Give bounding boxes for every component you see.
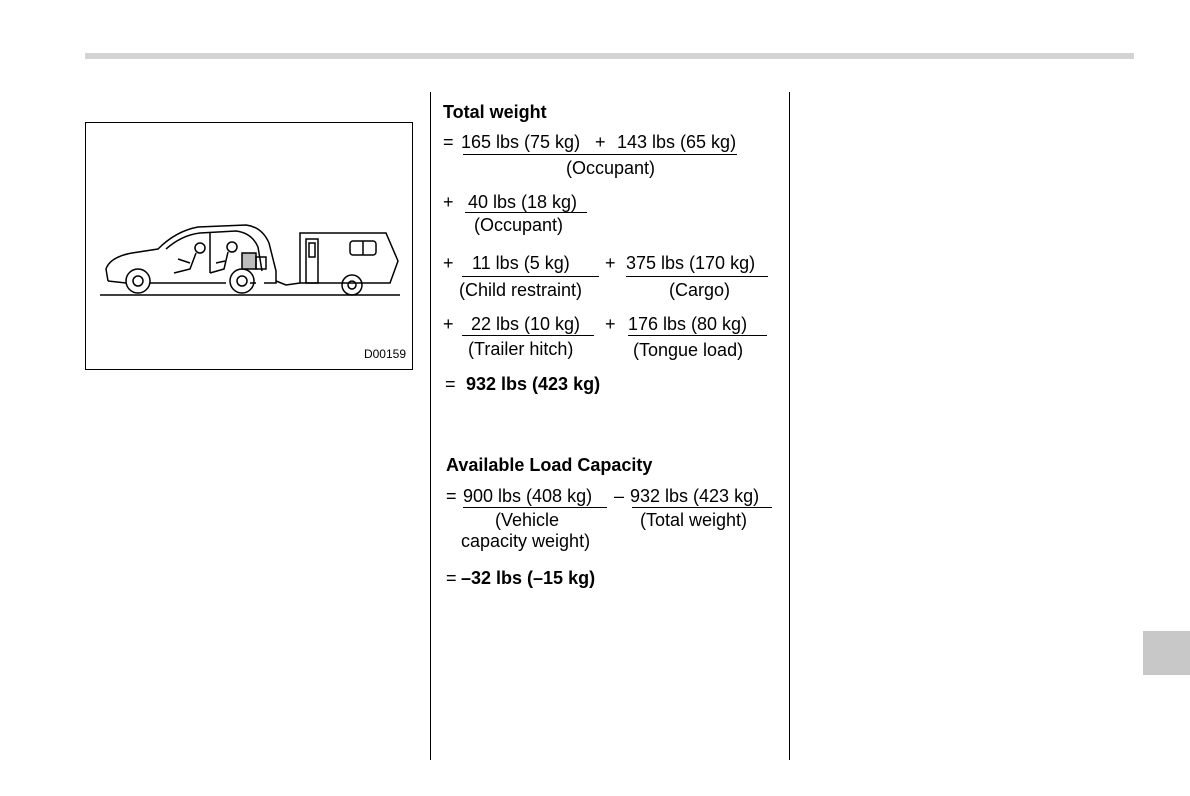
plus-sign: +	[443, 314, 454, 334]
total-weight-label: (Total weight)	[640, 510, 748, 530]
chapter-tab	[1143, 631, 1190, 675]
total-weight-value: 932 lbs (423 kg)	[630, 486, 760, 506]
capacity-heading: Available Load Capacity	[446, 455, 653, 475]
child-restraint-label: (Child restraint)	[459, 280, 583, 300]
equals-sign: =	[443, 132, 454, 152]
plus-sign: +	[443, 192, 454, 212]
fraction-line	[628, 335, 767, 336]
equals-sign: =	[446, 568, 457, 588]
fraction-line	[465, 212, 587, 213]
fraction-line	[463, 154, 737, 155]
vehicle-capacity-weight: 900 lbs (408 kg)	[463, 486, 593, 506]
occupant-label: (Occupant)	[474, 215, 564, 235]
capacity-weight-label: capacity weight)	[461, 531, 591, 551]
fraction-line	[632, 507, 772, 508]
equals-sign: =	[445, 374, 456, 394]
plus-sign: +	[443, 253, 454, 273]
available-capacity-result: –32 lbs (–15 kg)	[461, 568, 596, 588]
vehicle-label: (Vehicle	[495, 510, 560, 530]
tongue-load-label: (Tongue load)	[633, 340, 744, 360]
fraction-line	[462, 335, 594, 336]
fraction-line	[626, 276, 768, 277]
occupant-2-weight: 143 lbs (65 kg)	[617, 132, 737, 152]
tongue-load-weight: 176 lbs (80 kg)	[628, 314, 748, 334]
fraction-line	[463, 507, 607, 508]
plus-sign: +	[595, 132, 606, 152]
cargo-weight: 375 lbs (170 kg)	[626, 253, 756, 273]
equals-sign: =	[446, 486, 457, 506]
column-divider-left	[430, 92, 431, 760]
cargo-label: (Cargo)	[669, 280, 731, 300]
plus-sign: +	[605, 314, 616, 334]
total-weight-heading: Total weight	[443, 102, 547, 122]
minus-sign: –	[614, 486, 625, 506]
trailer-hitch-label: (Trailer hitch)	[468, 339, 574, 359]
header-rule	[85, 53, 1134, 59]
figure-code: D00159	[363, 347, 406, 361]
trailer-hitch-weight: 22 lbs (10 kg)	[471, 314, 581, 334]
total-weight-result: 932 lbs (423 kg)	[466, 374, 601, 394]
occupant-1-weight: 165 lbs (75 kg)	[461, 132, 581, 152]
occupant-label: (Occupant)	[566, 158, 656, 178]
child-restraint-weight: 11 lbs (5 kg)	[472, 253, 570, 273]
towing-illustration	[85, 122, 413, 370]
occupant-3-weight: 40 lbs (18 kg)	[468, 192, 578, 212]
car-trailer-drawing	[86, 123, 414, 371]
column-divider-right	[789, 92, 790, 760]
plus-sign: +	[605, 253, 616, 273]
fraction-line	[462, 276, 599, 277]
